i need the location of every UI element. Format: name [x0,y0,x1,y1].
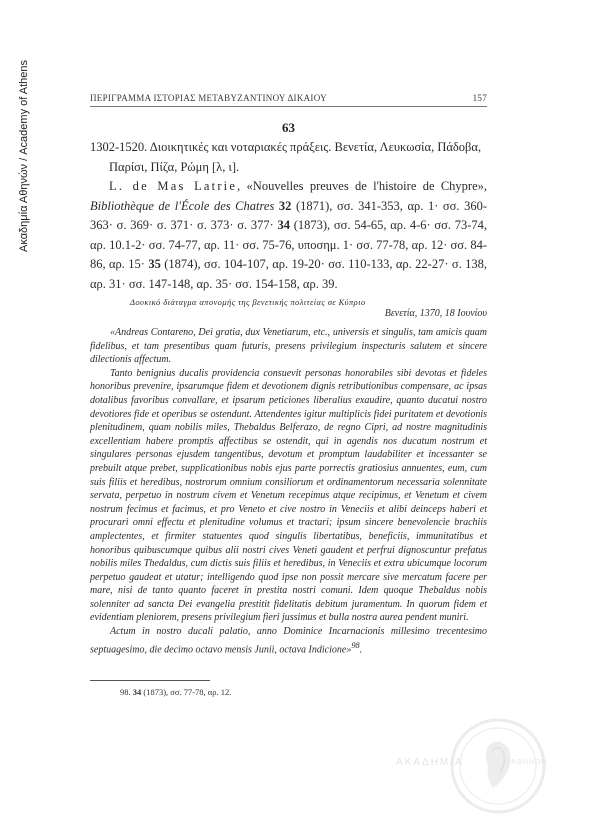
document-date: Βενετία, 1370, 18 Ιουνίου [384,308,487,319]
entry-heading-line-1: 1302-1520. Διοικητικές και νοταριακές πράξεις. Βενετία, Λευκωσία, Πάδοβα, [90,140,482,154]
header-divider [90,106,487,107]
footnote-text: (1873), σσ. 77-78, αρ. 12. [141,687,232,697]
bibliography-volume-3: 35 [148,257,161,271]
bibliography-pages-1: (1871), σσ. 341-353, αρ. 1· σσ. 360-363· σ. 369· σ. 371· σ. 373· σ. 377· [90,198,487,232]
latin-paragraph-3-text: Actum in nostro ducali palatio, anno Dominice Incarnacionis millesimo trecentesimo septuagesimo, die decimo octavo mensis Junii, octava Indicione» [90,626,487,655]
bibliography-volume-2: 34 [277,218,290,232]
bibliography-journal: Bibliothèque de l'École des Chatres [90,198,275,213]
bibliography-pages-2: (1873), σσ. 54-65, αρ. 4-6· σσ. 73-74, αρ. 10.1-2· σσ. 74-77, αρ. 11· σσ. 75-76, υποσημ. 1· σσ. 77-78, αρ. 12· σσ. 84-86, αρ. 15· [90,218,487,271]
watermark-academy: ΑΚΑΔΗΜΙΑ [396,757,464,768]
bibliography-volume-1: 32 [278,198,292,213]
page-number: 157 [472,93,487,103]
latin-paragraph-3: Actum in nostro ducali palatio, anno Dominice Incarnacionis millesimo trecentesimo septuagesimo, die decimo octavo mensis Junii, octava Indicione»$^{98}$. [90,626,487,655]
bibliography-author: L. de Mas Latrie [109,179,238,193]
latin-paragraph-1: «Andreas Contareno, Dei gratia, dux Venetiarum, etc., universis et singulis, tam amicis quam fidelibus, et tam presentibus quam futuris, presens privilegium inspecturis salutem et sincere dilectionis affectum. [90,327,487,366]
document-title: Δουκικό διάταγμα απονομής της βενετικής πολιτείας σε Κύπριο [130,297,366,307]
footnote-divider [90,680,210,681]
entry-heading-line-2: Παρίσι, Πίζα, Ρώμη [λ, ι]. [109,159,240,174]
footnote-volume: 34 [132,687,142,697]
archive-side-label: Ακαδημία Αθηνών / Academy of Athens [18,59,30,252]
entry-heading [90,138,487,177]
document-number: 63 [282,120,295,135]
bibliography-paragraph [90,177,487,294]
footnote-number: 98. [120,687,131,697]
latin-paragraph-2: Tanto benignius ducalis providencia consuevit personas honorabiles sibi devotas et fideles honoribus prevenire, ipsarumque fidem et devotionem dignis retributionibus compensare, ac ipsas dotalibus favoribus convallare, et ipsarum peticiones liberalius exaudire, quanto ducatui nostro devotiores fide et operibus se ostendunt. Attendentes igitur multiplicis fidei puritatem et devotionis plenitudinem, quam nobilis miles, Thebaldus Belferazo, de regno Cipri, ad nostre magnitudinis excellentiam habere promptis affectibus se ostendit, qui in agendis nos ducatum nostrum et singulares personas ejusdem tangentibus, devotum et promptum laudabiliter et incessanter se prebuilt atque prebet, supplicationibus nobis ejus parte porrectis gratiosius annuentes, eum, cum suis filiis et heredibus, nostrorum omnium consiliorum et ordinamentorum necessaria solennitate servata, perpetuo in nostrum civem et Venetum recepimus atque recipimus, et Venetum et civem nostrum fecimus et facimus, et pro Veneto et cive nostro in Veneciis et alibi deinceps haberi et procurari omni effectu et plenitudine volumus et tractari; ipsum sincere benevolencie brachiis amplectentes, et firmiter statuentes quod singulis libertatibus, beneficiis, immunitatibus et honoribus quibuscumque quibus alii nostri cives Veneti gaudent et perfrui dignoscuntur prefatus nobilis miles Thedaldus, cum dictis suis filiis et heredibus, in Veneciis et extra ubicumque locorum perpetuo gaudeat et utatur; intelligendo quod ipse non possit mercare sive mercatum facere per mare, nisi de tanto quanto faceret in prestita nostri comuni. Idem quoque Thebaldus nobis solenniter ad sancta Dei evangelia prestitit fidelitatis debitum juramentum. In quorum fidem et evidentiam pleniorem, presens privilegium fieri jussimus et bulla nostra aurea pendent muniri. [90,367,487,624]
bibliography-title: , «Nouvelles preuves de l'histoire de Chypre», [237,179,487,193]
latin-text [90,326,487,657]
running-title: ΠΕΡΙΓΡΑΜΜΑ ΙΣΤΟΡΙΑΣ ΜΕΤΑΒΥΖΑΝΤΙΝΟΥ ΔΙΚΑΙΟΥ [90,93,327,103]
watermark-athens: ΑΘΗΝΩΝ [511,759,548,766]
footnote [120,687,480,697]
bibliography-pages-3: (1874), σσ. 104-107, αρ. 19-20· σσ. 110-133, αρ. 22-27· σ. 138, αρ. 31· σσ. 147-148, αρ. 35· σσ. 154-158, αρ. 39. [90,257,487,291]
footnote-reference: 98 [351,640,360,650]
